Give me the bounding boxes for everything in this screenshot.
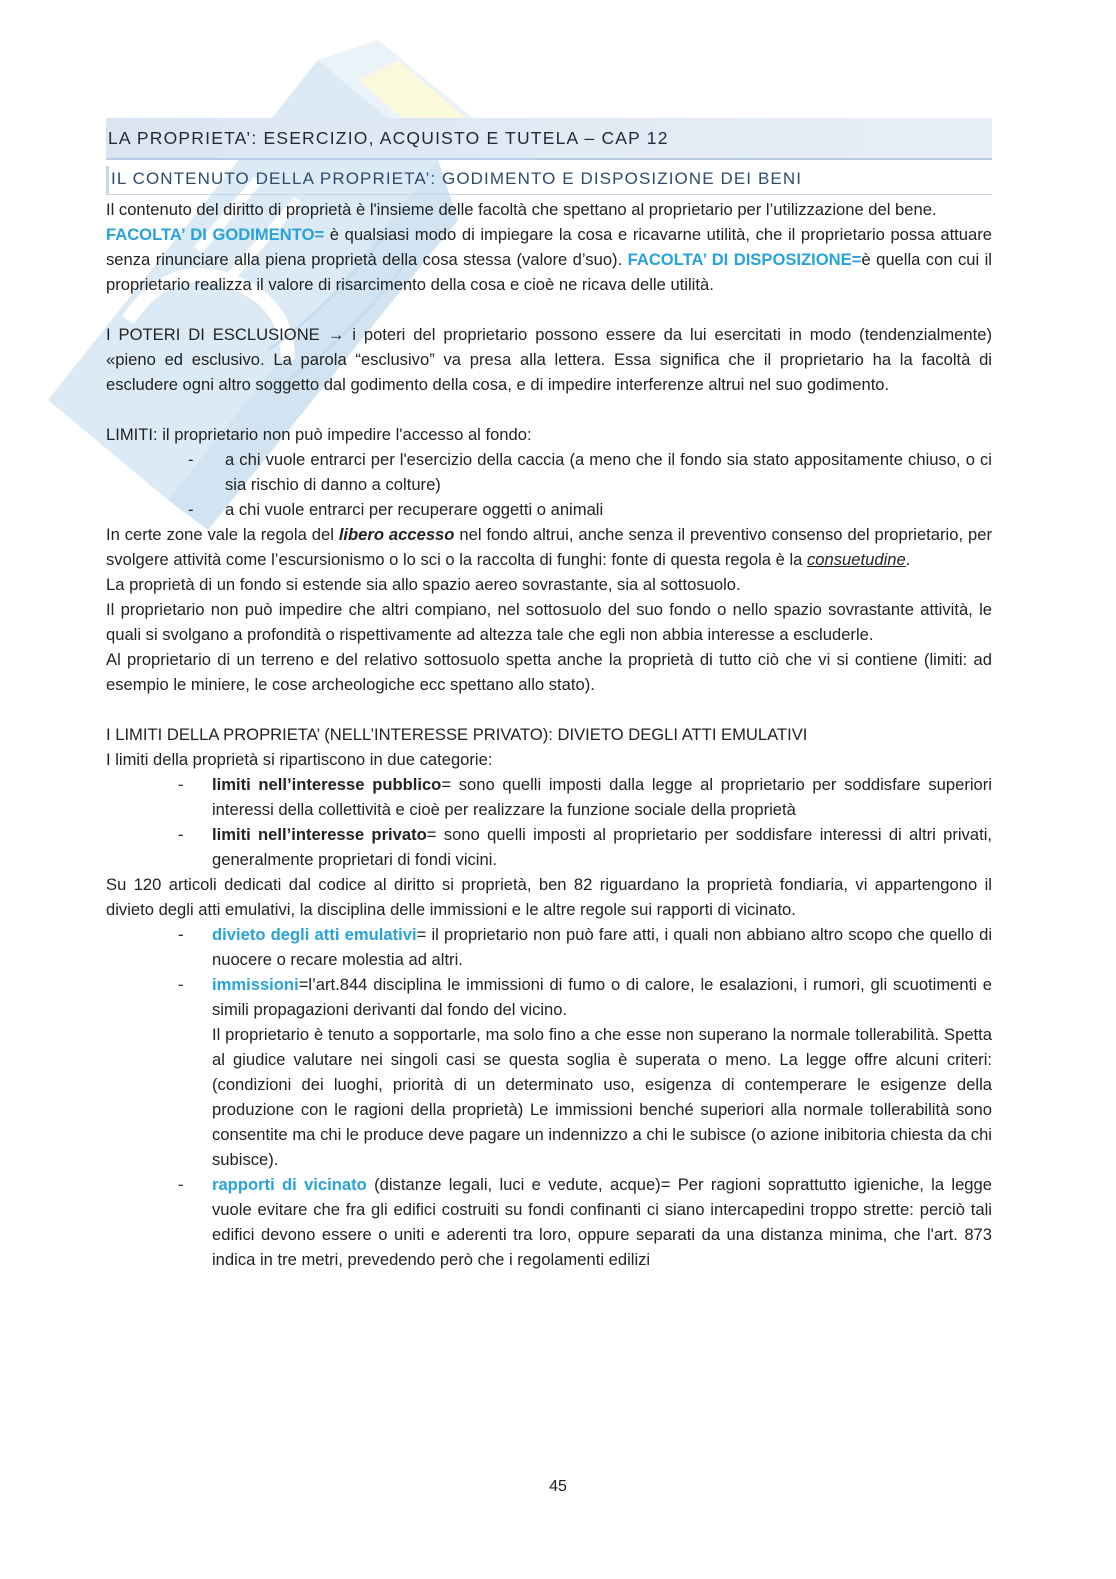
term-rapporti-vicinato: rapporti di vicinato bbox=[212, 1175, 367, 1194]
paragraph: Il contenuto del diritto di proprietà è l'insieme delle facoltà che spettano al proprietario per l’utilizzazione del bene. bbox=[106, 200, 937, 219]
list-item: - divieto degli atti emulativi= il proprietario non può fare atti, i quali non abbiano altro scopo che quello di nuocere o recare molestia ad altri. bbox=[178, 925, 993, 969]
term-facolta-godimento: FACOLTA’ DI GODIMENTO= bbox=[106, 225, 325, 244]
term-libero-accesso: libero accesso bbox=[338, 525, 455, 544]
page-number: 45 bbox=[549, 1478, 567, 1495]
term-immissioni: immissioni bbox=[212, 975, 299, 994]
term-atti-emulativi: divieto degli atti emulativi bbox=[212, 925, 417, 944]
list-item: - limiti nell’interesse privato= sono quelli imposti al proprietario per soddisfare interessi di altri privati, generalmente proprietari di fondi vicini. bbox=[178, 825, 992, 869]
paragraph: Al proprietario di un terreno e del relativo sottosuolo spetta anche la proprietà di tutto ciò che vi si contiene (limiti: ad esempio le miniere, le cose archeologiche ecc spettano allo stato). bbox=[106, 650, 992, 694]
paragraph: FACOLTA’ DI GODIMENTO= è qualsiasi modo di impiegare la cosa e ricavarne utilità, che il proprietario possa attuare senza rinunciare alla piena proprietà della cosa stessa (valore d’suo). FACOLTA’ DI DISPOSIZIONE=è quella con cui il proprietario realizza il valore di risarcimento della cosa e cioè ne ricava delle utilità. bbox=[106, 225, 992, 294]
list-item: - a chi vuole entrarci per l'esercizio della caccia (a meno che il fondo sia stato appositamente chiuso, o ci sia rischio di danno a colture) bbox=[188, 450, 992, 494]
list-item: - a chi vuole entrarci per recuperare oggetti o animali bbox=[188, 500, 604, 519]
list-item: - rapporti di vicinato (distanze legali, luci e vedute, acque)= Per ragioni soprattutto igieniche, la legge vuole evitare che fra gli edifici costruiti su fondi confinanti ci siano intercapedini troppo strette: perciò tali edifici devono essere o uniti e aderenti tra loro, oppure separati da una distanza minima, che l'art. 873 indica in tre metri, prevedendo però che i regolamenti edilizi bbox=[178, 1175, 992, 1269]
paragraph: Su 120 articoli dedicati dal codice al diritto si proprietà, ben 82 riguardano la proprietà fondiaria, vi appartengono il divieto degli atti emulativi, la disciplina delle immissioni e le altre regole sui rapporti di vicinato. bbox=[106, 875, 992, 919]
paragraph: I limiti della proprietà si ripartiscono in due categorie: bbox=[106, 750, 493, 769]
main-content bbox=[106, 118, 992, 1272]
term-facolta-disposizione: FACOLTA’ DI DISPOSIZIONE= bbox=[627, 250, 862, 269]
section-heading-limiti: I LIMITI DELLA PROPRIETA’ (NELL’INTERESSE PRIVATO): DIVIETO DEGLI ATTI EMULATIVI bbox=[106, 725, 808, 744]
arrow-right-icon: → bbox=[327, 325, 345, 344]
section-heading: IL CONTENUTO DELLA PROPRIETA’: GODIMENTO E DISPOSIZIONE DEI BENI bbox=[106, 166, 992, 195]
paragraph: Il proprietario non può impedire che altri compiano, nel sottosuolo del suo fondo o nello spazio sovrastante attività, le quali si svolgano a profondità o rispettivamente ad altezza tale che egli non abbia interesse a escluderle. bbox=[106, 600, 992, 644]
paragraph: La proprietà di un fondo si estende sia allo spazio aereo sovrastante, sia al sottosuolo. bbox=[106, 575, 741, 594]
chapter-title: LA PROPRIETA’: ESERCIZIO, ACQUISTO E TUTELA – CAP 12 bbox=[106, 118, 992, 160]
list-item: - immissioni=l’art.844 disciplina le immissioni di fumo o di calore, le esalazioni, i rumori, gli scuotimenti e simili propagazioni derivanti dal fondo del vicino. Il proprietario è tenuto a sopportarle, ma solo fino a che esse non superano la normale tollerabilità. Spetta al giudice valutare nei singoli casi se questa soglia è superata o meno. La legge offre alcuni criteri: (condizioni dei luoghi, priorità di un determinato uso, esigenza di contemperare le esigenze della produzione con le ragioni della proprietà) Le immissioni benché superiori alla normale tollerabilità sono consentite ma chi le produce deve pagare un indennizzo a chi le subisce (o azione inibitoria chiesta da chi subisce). bbox=[178, 975, 992, 1169]
paragraph: In certe zone vale la regola del libero accesso nel fondo altrui, anche senza il preventivo consenso del proprietario, per svolgere attività come l’escursionismo o lo sci o la raccolta di funghi: fonte di questa regola è la consuetudine. bbox=[106, 525, 992, 569]
paragraph: I POTERI DI ESCLUSIONE → i poteri del proprietario possono essere da lui esercitati in modo (tendenzialmente) «pieno ed esclusivo. La parola “esclusivo” va presa alla lettera. Essa significa che il proprietario ha la facoltà di escludere ogni altro soggetto dal godimento della cosa, e di impedire interferenze altrui nel suo godimento. bbox=[106, 325, 993, 394]
list-item: - limiti nell’interesse pubblico= sono quelli imposti dalla legge al proprietario per soddisfare superiori interessi della collettività e cioè per realizzare la funzione sociale della proprietà bbox=[178, 775, 992, 819]
term-consuetudine: consuetudine bbox=[807, 550, 906, 569]
paragraph: LIMITI: il proprietario non può impedire l'accesso al fondo: bbox=[106, 425, 532, 444]
